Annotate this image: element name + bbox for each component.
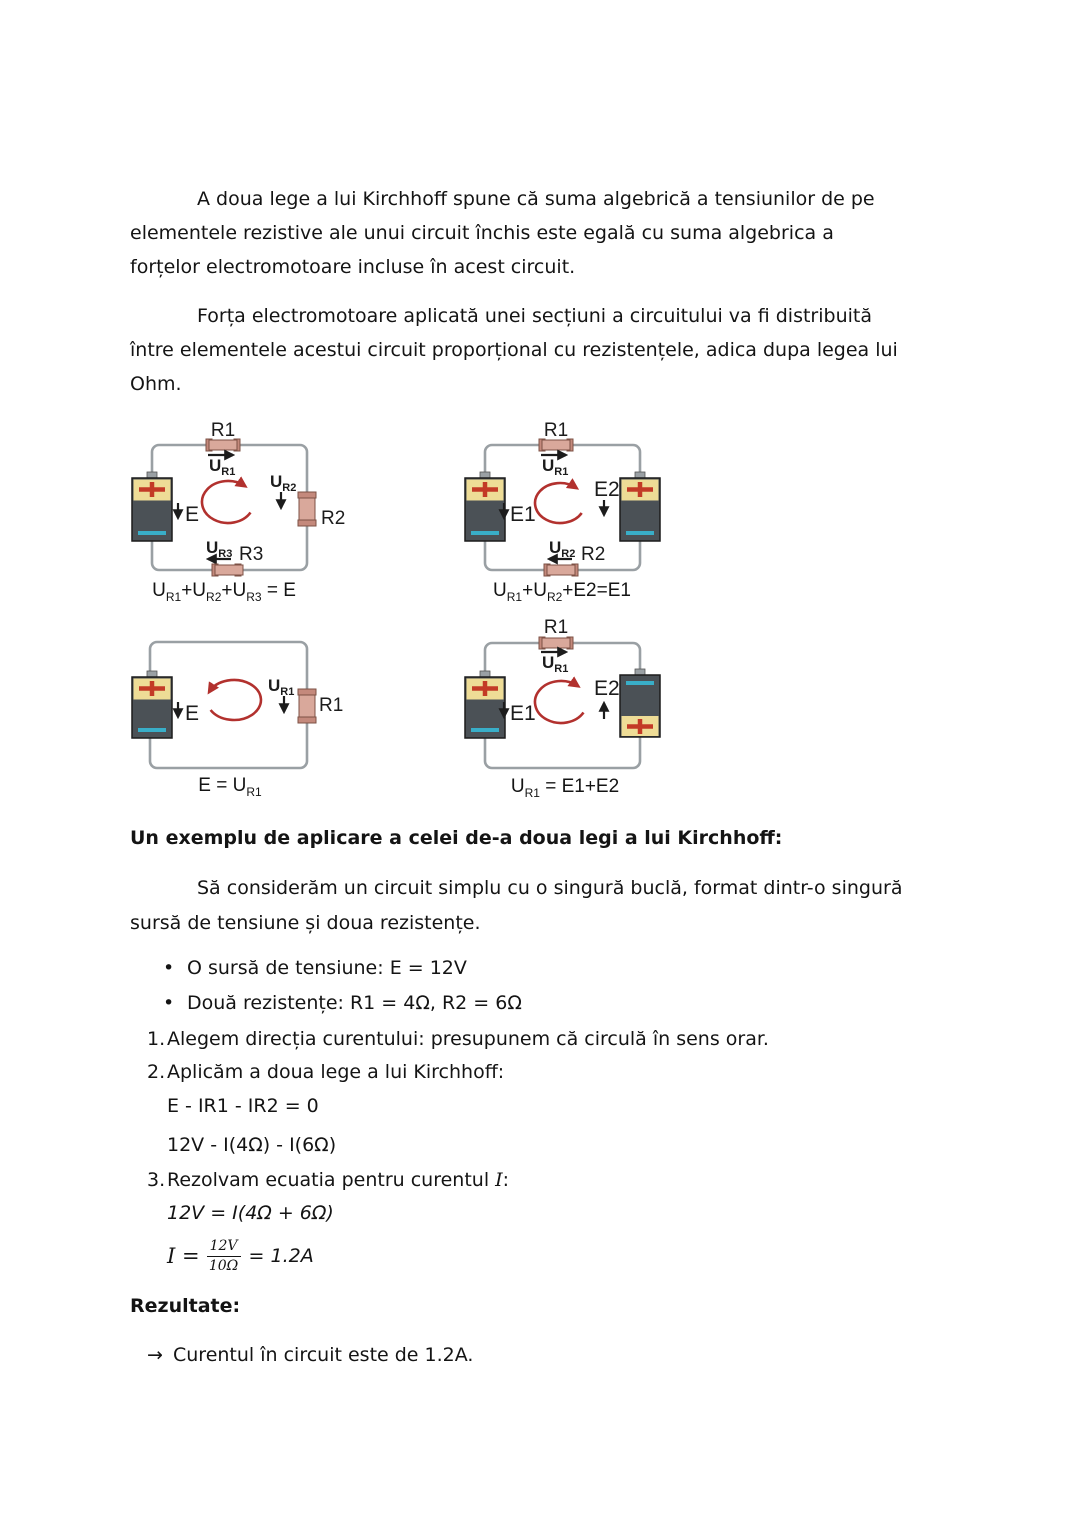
equation-kirchhoff-general: E - IR1 - IR2 = 0 [167,1095,319,1117]
resistor-r1 [539,637,573,649]
fraction-prefix: I = [167,1244,200,1268]
kirchhoff-formula-4: $U_{R1} = E1+E2$ [510,776,620,800]
paragraph-line: sursă de tensiune și doua rezistențe. [130,912,481,934]
fraction-result: = 1.2A [248,1245,314,1267]
resistor-r2-label: R2 [321,508,346,529]
list-item [163,986,522,1021]
battery-e1 [465,472,505,541]
emf-e1-label: E1 [510,503,536,526]
numbered-item-3 [147,1163,509,1198]
list-item [163,951,467,986]
kirchhoff-formula-3: $E = U_{R1}$ [198,775,262,799]
loop-direction-arrow-clockwise [535,681,584,723]
variable-i: I [495,1169,503,1191]
item-text: Aplicăm a doua lege a lui Kirchhoff: [167,1061,505,1083]
example-heading: Un exemplu de aplicare a celei de-a doua legi a lui Kirchhoff: [130,827,783,849]
resistor-r1-label: R1 [543,420,569,441]
emf-e-label: E [185,702,200,725]
emf-e2-label: E2 [594,478,620,501]
fraction-numerator: 12V [207,1238,241,1257]
equation-solved: 12V = I(4Ω + 6Ω) [167,1202,334,1224]
voltage-ur3-label: $U_{R3}$ [206,538,233,560]
battery-e [132,472,172,541]
loop-direction-arrow-clockwise [202,481,251,523]
resistor-r2 [544,564,578,576]
paragraph-line: între elementele acestui circuit proporțional cu rezistențele, adica dupa legea lui [130,339,898,361]
voltage-ur2-label: $U_{R2}$ [270,472,297,494]
result-item [147,1338,473,1373]
resistor-r1 [298,689,316,723]
emf-e-label: E [185,503,200,526]
item-number: 1. [147,1028,166,1050]
paragraph-line: Ohm. [130,373,182,395]
circuit-diagram-single-resistor [130,630,470,815]
paragraph-line: Să considerăm un circuit simplu cu o singură buclă, format dintr-o singură [197,877,903,899]
kirchhoff-formula-2: $U_{R1}+U_{R2}+E2=E1$ [493,580,631,604]
equation-current-result [167,1232,314,1280]
resistor-r3-label: R3 [239,544,264,565]
emf-e1-label: E1 [510,702,536,725]
voltage-ur1-label: $U_{R1}$ [542,653,569,675]
numbered-item-1 [147,1022,769,1057]
bullet-icon: • [163,957,175,979]
loop-direction-arrow-counterclockwise [210,680,261,720]
resistor-r3 [212,564,243,576]
circuit-diagram-three-resistors [130,415,470,615]
resistor-r2 [298,492,316,526]
battery-e2 [620,472,660,541]
paragraph-kirchhoff-second-law [130,182,875,284]
resistor-r1-label: R1 [319,695,344,716]
paragraph-line: A doua lege a lui Kirchhoff spune că suma algebrică a tensiunilor de pe [197,188,875,210]
voltage-ur1-label: $U_{R1}$ [209,456,236,478]
item-number: 3. [147,1169,166,1191]
emf-e2-label: E2 [594,677,620,700]
circuit-diagram-two-sources [460,415,805,615]
arrow-right-icon: → [147,1344,163,1366]
paragraph-line: elementele rezistive ale unui circuit închis este egală cu suma algebrica a [130,222,834,244]
voltage-ur1-label: $U_{R1}$ [542,456,569,478]
item-text: Rezolvam ecuatia pentru curentul I: [167,1169,510,1191]
circuit-loop-wire [485,643,640,768]
paragraph-example-intro [130,871,902,941]
kirchhoff-formula-1: $U_{R1}+U_{R2}+U_{R3} = E$ [152,580,296,604]
battery-e [132,671,172,738]
bullet-text: Două rezistențe: R1 = 4Ω, R2 = 6Ω [187,992,522,1014]
result-text: Curentul în circuit este de 1.2A. [173,1344,474,1366]
loop-direction-arrow-clockwise [535,483,582,523]
paragraph-line: forțelor electromotoare incluse în acest circuit. [130,256,576,278]
resistor-r1-label: R1 [543,617,569,638]
voltage-ur1-label: $U_{R1}$ [268,676,295,698]
paragraph-line: Forța electromotoare aplicată unei secțiuni a circuitului va fi distribuită [197,305,872,327]
equation-kirchhoff-values: 12V - I(4Ω) - I(6Ω) [167,1134,337,1156]
voltage-ur2-label: $U_{R2}$ [549,538,576,560]
resistor-r2-label: R2 [581,544,606,565]
resistor-r1-label: R1 [210,420,236,441]
paragraph-electromotive-force [130,299,898,401]
circuit-diagram-opposing-sources [460,615,805,815]
results-heading: Rezultate: [130,1295,241,1317]
item-number: 2. [147,1061,166,1083]
bullet-icon: • [163,992,175,1014]
numbered-item-2 [147,1055,504,1090]
item-text: Alegem direcția curentului: presupunem că circulă în sens orar. [167,1028,769,1050]
battery-e2-reversed [620,669,660,737]
fraction [207,1238,241,1275]
bullet-text: O sursă de tensiune: E = 12V [187,957,467,979]
fraction-denominator: 10Ω [208,1257,239,1274]
battery-e1 [465,671,505,738]
